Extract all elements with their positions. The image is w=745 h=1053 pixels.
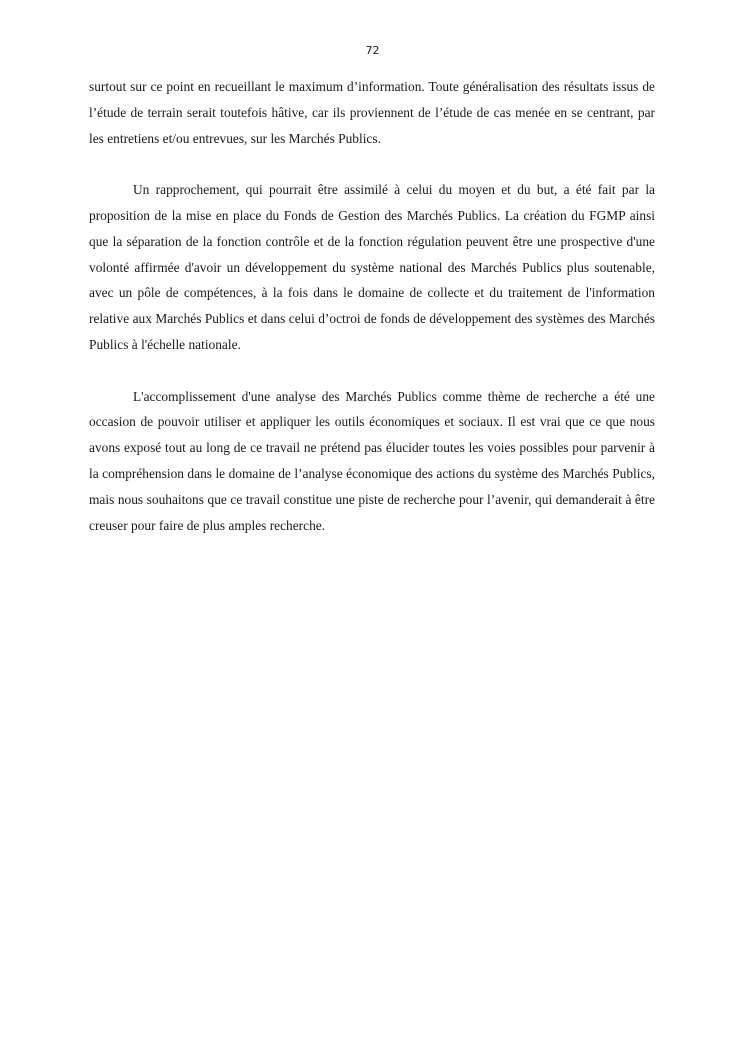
paragraph-fgmp-proposal: Un rapprochement, qui pourrait être assimilé à celui du moyen et du but, a été fait par la proposition de la mise en place du Fonds de Gestion des Marchés Publics. La création du FGMP ainsi que la séparation de la fonction contrôle et de la fonction régulation peuvent être une prospective d'une volonté affirmée d'avoir un développement du système national des Marchés Publics plus soutenable, avec un pôle de compétences, à la fois dans le domaine de collecte et du traitement de l'information relative aux Marchés Publics et dans celui d’octroi de fonds de développement des systèmes des Marchés Publics à l'échelle nationale. (89, 182, 655, 352)
page-number: 72 (365, 44, 380, 57)
body-text (89, 74, 655, 538)
paragraph-research-conclusion: L'accomplissement d'une analyse des Marchés Publics comme thème de recherche a été une occasion de pouvoir utiliser et appliquer les outils économiques et sociaux. Il est vrai que ce que nous avons exposé tout au long de ce travail ne prétend pas élucider toutes les voies possibles pour parvenir à la compréhension dans le domaine de l’analyse économique des actions du système des Marchés Publics, mais nous souhaitons que ce travail constitue une piste de recherche pour l’avenir, qui demanderait à être creuser pour faire de plus amples recherche. (89, 388, 655, 533)
paragraph-continuation: surtout sur ce point en recueillant le maximum d’information. Toute généralisation des résultats issus de l’étude de terrain serait toutefois hâtive, car ils proviennent de l’étude de cas menée en se centrant, par les entretiens et/ou entrevues, sur les Marchés Publics. (89, 79, 655, 146)
